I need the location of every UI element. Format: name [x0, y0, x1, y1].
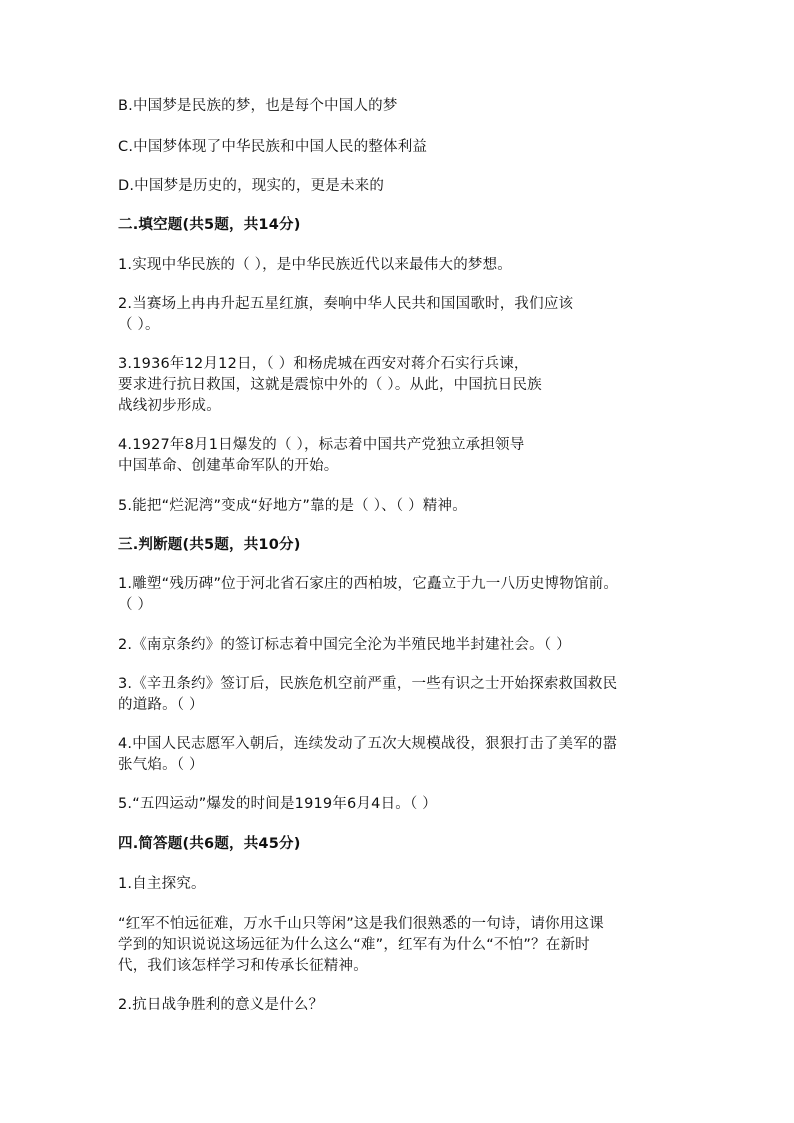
short-question-1-line-3: 代，我们该怎样学习和传承长征精神。 [118, 958, 368, 974]
short-question-1-title: 1.自主探究。 [118, 876, 206, 892]
judge-question-5: 5.“五四运动”爆发的时间是1919年6月4日。（ ） [118, 796, 437, 812]
fill-question-3-line-2: 要求进行抗日救国，这就是震惊中外的（ ）。从此，中国抗日民族 [118, 377, 542, 393]
judge-question-3-line-2: 的道路。（ ） [118, 697, 204, 713]
judge-question-4-line-2: 张气焰。（ ） [118, 757, 204, 773]
short-question-1-line-2: 学到的知识说说这场远征为什么这么“难”，红军有为什么“不怕”？在新时 [118, 937, 590, 953]
fill-question-3-line-3: 战线初步形成。 [118, 398, 221, 414]
short-question-2-title: 2.抗日战争胜利的意义是什么？ [118, 997, 324, 1013]
section-heading-short-answer: 四.简答题(共6题，共45分) [118, 836, 301, 852]
option-d: D.中国梦是历史的，现实的，更是未来的 [118, 178, 385, 194]
judge-question-4-line-1: 4.中国人民志愿军入朝后，连续发动了五次大规模战役，狠狠打击了美军的嚣 [118, 736, 618, 752]
fill-question-3-line-1: 3.1936年12月12日，（ ）和杨虎城在西安对蒋介石实行兵谏， [118, 356, 529, 372]
fill-question-1: 1.实现中华民族的（ ），是中华民族近代以来最伟大的梦想。 [118, 257, 512, 273]
option-b: B.中国梦是民族的梦，也是每个中国人的梦 [118, 98, 398, 114]
judge-question-2: 2.《南京条约》的签订标志着中国完全沦为半殖民地半封建社会。（ ） [118, 637, 571, 653]
section-heading-true-false: 三.判断题(共5题，共10分) [118, 537, 301, 553]
option-c: C.中国梦体现了中华民族和中国人民的整体利益 [118, 139, 428, 155]
fill-question-4-line-1: 4.1927年8月1日爆发的（ ），标志着中国共产党独立承担领导 [118, 437, 525, 453]
fill-question-5: 5.能把“烂泥湾”变成“好地方”靠的是（ ）、（ ）精神。 [118, 498, 467, 514]
fill-question-2-line-2: （ ）。 [118, 317, 160, 333]
section-heading-fill-in: 二.填空题(共5题，共14分) [118, 217, 301, 233]
fill-question-2-line-1: 2.当赛场上冉冉升起五星红旗，奏响中华人民共和国国歌时，我们应该 [118, 296, 574, 312]
judge-question-1-line-1: 1.雕塑“残历碑”位于河北省石家庄的西柏坡，它矗立于九一八历史博物馆前。 [118, 576, 619, 592]
short-question-1-line-1: “红军不怕远征难，万水千山只等闲”这是我们很熟悉的一句诗，请你用这课 [118, 916, 604, 932]
judge-question-1-line-2: （ ） [118, 597, 153, 613]
judge-question-3-line-1: 3.《辛丑条约》签订后，民族危机空前严重，一些有识之士开始探索救国救民 [118, 676, 618, 692]
fill-question-4-line-2: 中国革命、创建革命军队的开始。 [118, 458, 339, 474]
